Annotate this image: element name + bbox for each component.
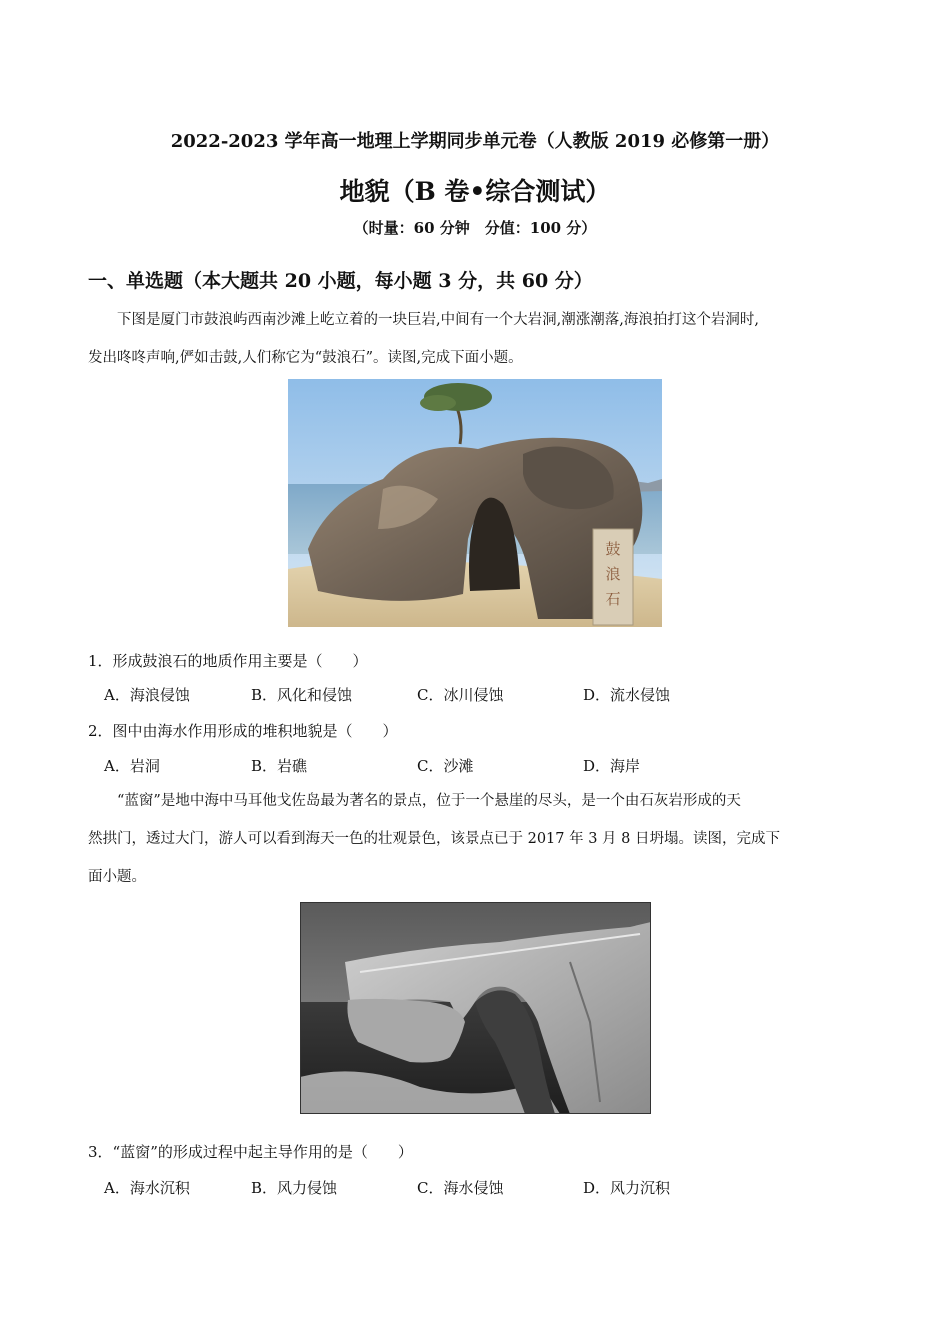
sign-char-2: 浪	[605, 565, 621, 583]
q3-option-b[interactable]: B．风力侵蚀	[251, 1179, 338, 1197]
gulang-rock-illustration	[288, 379, 662, 627]
passage-2-line-2: 然拱门，透过大门，游人可以看到海天一色的壮观景色，该景点已于 2017 年 3 月 8 日坍塌。读图，完成下	[88, 831, 781, 847]
question-2-stem: 2．图中由海水作用形成的堆积地貌是（ ）	[88, 722, 398, 740]
azure-window-illustration	[300, 902, 651, 1114]
q1-option-a[interactable]: A．海浪侵蚀	[104, 686, 190, 704]
passage-2	[88, 782, 868, 896]
azure-window-photo	[300, 902, 651, 1114]
q3-option-d[interactable]: D．风力沉积	[583, 1179, 671, 1197]
q2-option-d[interactable]: D．海岸	[583, 757, 641, 775]
passage-2-line-1: “蓝窗”是地中海中马耳他戈佐岛最为著名的景点，位于一个悬崖的尽头，是一个由石灰岩形成的天	[117, 793, 741, 809]
q2-option-a[interactable]: A．岩洞	[104, 757, 160, 775]
passage-2-line-3: 面小题。	[88, 869, 146, 885]
question-1-stem: 1．形成鼓浪石的地质作用主要是（ ）	[88, 652, 368, 670]
q3-option-a[interactable]: A．海水沉积	[104, 1179, 190, 1197]
q3-option-c[interactable]: C．海水侵蚀	[417, 1179, 504, 1197]
gulang-rock-photo	[288, 379, 662, 627]
q2-option-c[interactable]: C．沙滩	[417, 757, 474, 775]
passage-1-line-2: 发出咚咚声响,俨如击鼓,人们称它为“鼓浪石”。读图,完成下面小题。	[88, 350, 523, 366]
sign-char-1: 鼓	[605, 540, 621, 558]
page-title: 地貌（B 卷•综合测试）	[339, 177, 611, 206]
sign-char-3: 石	[605, 590, 621, 608]
exam-header-title: 2022-2023 学年高一地理上学期同步单元卷（人教版 2019 必修第一册）	[170, 131, 780, 152]
question-3-stem: 3．“蓝窗”的形成过程中起主导作用的是（ ）	[88, 1143, 413, 1161]
q1-option-b[interactable]: B．风化和侵蚀	[251, 686, 353, 704]
q1-option-c[interactable]: C．冰川侵蚀	[417, 686, 504, 704]
q1-option-d[interactable]: D．流水侵蚀	[583, 686, 671, 704]
passage-1-line-1: 下图是厦门市鼓浪屿西南沙滩上屹立着的一块巨岩,中间有一个大岩洞,潮涨潮落,海浪拍打这个岩洞时,	[117, 312, 759, 328]
q2-option-b[interactable]: B．岩礁	[251, 757, 308, 775]
passage-1	[88, 301, 868, 377]
section-heading: 一、单选题（本大题共 20 小题，每小题 3 分，共 60 分）	[88, 270, 593, 292]
exam-meta: （时量：60 分钟 分值：100 分）	[353, 219, 597, 237]
